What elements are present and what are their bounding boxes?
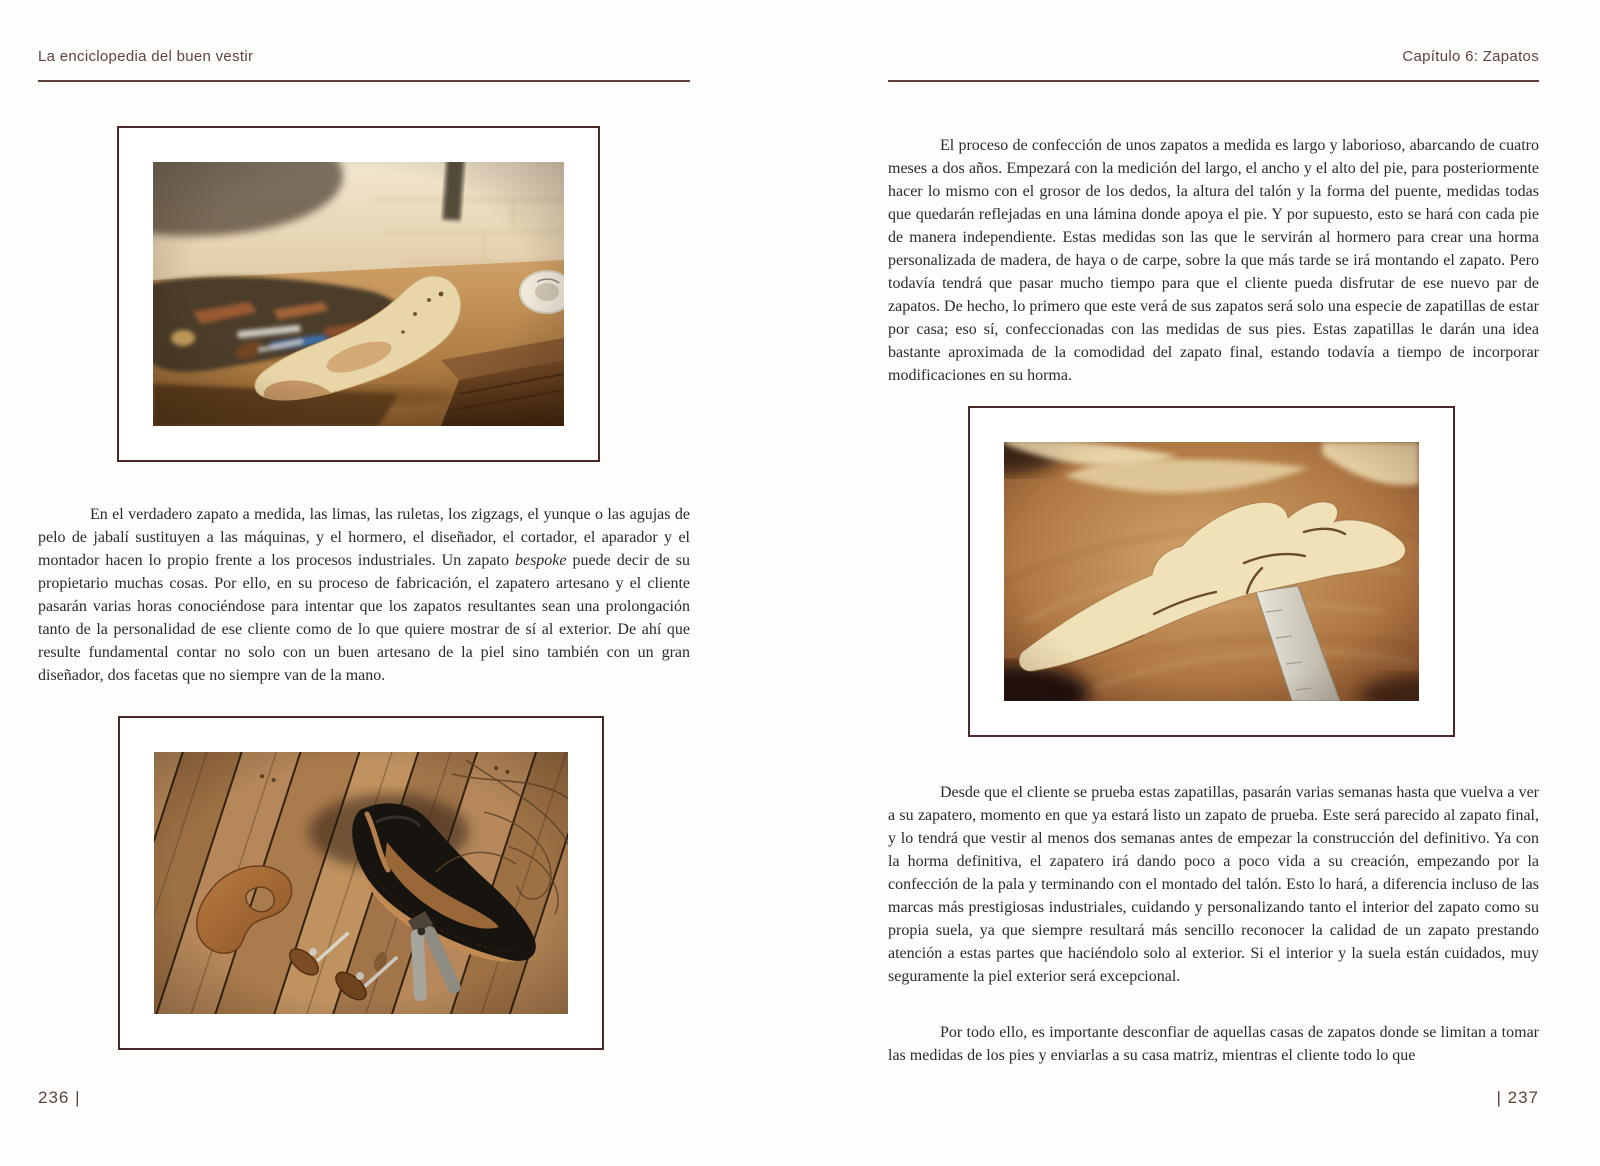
vignette (1004, 442, 1419, 701)
page-number-left: 236 | (38, 1088, 81, 1107)
vignette (153, 162, 564, 426)
floor-tools-illustration (154, 752, 568, 1014)
running-header-left: La enciclopedia del buen vestir (38, 48, 254, 65)
page-number-right: | 237 (1496, 1088, 1539, 1107)
patterns-illustration (1004, 442, 1419, 701)
right-page-paragraph-1: El proceso de confección de unos zapatos a medida es largo y laborioso, abarcando de cuatro meses a dos años. Empezará con la medición del largo, el ancho y el alto del pie, para posteriormente hacer lo mismo con el grosor de los dedos, la altura del talón y la forma del puente, medidas todas que quedarán reflejadas en una lámina donde apoya el pie. Y por supuesto, esto se hará con cada pie de manera independiente. Estas medidas son las que le servirán al hormero para crear una horma personalizada de madera, de haya o de carpe, sobre la que más tarde se irá montando el zapato. Pero todavía tendrá que pasar mucho tiempo para que el cliente pueda disfrutar de ese nuevo par de zapatos. De hecho, lo primero que este verá de sus zapatos será solo una especie de zapatillas de estar por casa; eso sí, confeccionadas con las medidas de sus pies. Estas zapatillas le darán una idea bastante aproximada de la comodidad del zapato final, estando todavía a tiempo de incorporar modificaciones en su horma. (888, 137, 1539, 384)
right-page-paragraph-2: Desde que el cliente se prueba estas zapatillas, pasarán varias semanas hasta que vuelva a ver a su zapatero, momento en que ya estará listo un zapato de prueba. Este será parecido al zapato final, y lo tendrá que vestir al menos dos semanas antes de empezar la construcción del definitivo. Ya con la horma definitiva, el zapatero irá dando poco a poco vida a su creación, empezando por la confección de la pala y terminando con el montado del talón. Esto lo hará, a diferencia incluso de las marcas más prestigiosas industriales, cuidando y personalizando tanto el interior del zapato como su propia suela, ya que siempre resultará más sencillo reconocer la calidad de un zapato prestando atención a estas partes que haciéndolo solo al exterior. Si el interior y la suela están cuidados, muy seguramente la piel exterior será excepcional. (888, 784, 1539, 985)
patterns-photo (1004, 442, 1419, 701)
figure-patterns (968, 406, 1455, 737)
workbench-illustration (153, 162, 564, 426)
vignette (154, 752, 568, 1014)
left-page-paragraph (38, 503, 690, 687)
figure-floor-tools (118, 716, 604, 1050)
running-header-right: Capítulo 6: Zapatos (1402, 48, 1539, 65)
italic-word-bespoke: bespoke (514, 552, 567, 569)
floor-tools-photo (154, 752, 568, 1014)
header-rule-right (888, 80, 1539, 82)
paragraph-text: En el verdadero zapato a medida, las limas, las ruletas, los zigzags, el yunque o las agujas de pelo de jabalí sustituyen a las máquinas, y el hormero, el diseñador, el cortador, el aparador y el montador hacen lo propio frente a los procesos industriales. Un zapato (38, 506, 690, 569)
header-rule-left (38, 80, 690, 82)
right-page-paragraph-3: Por todo ello, es importante desconfiar de aquellas casas de zapatos donde se limitan a tomar las medidas de los pies y enviarlas a su casa matriz, mientras el cliente todo lo que (888, 1024, 1539, 1064)
paragraph-text: puede decir de su propietario muchas cosas. Por ello, en su proceso de fabricación, el zapatero artesano y el cliente pasarán varias horas conociéndose para intentar que los zapatos resultantes sean una prolongación tanto de la personalidad de ese cliente como de lo que quiere mostrar de sí al exterior. De ahí que resulte fundamental contar no solo con un buen artesano de la piel sino también con un gran diseñador, dos facetas que no siempre van de la mano. (38, 552, 690, 684)
figure-workbench (117, 126, 600, 462)
workbench-photo (153, 162, 564, 426)
